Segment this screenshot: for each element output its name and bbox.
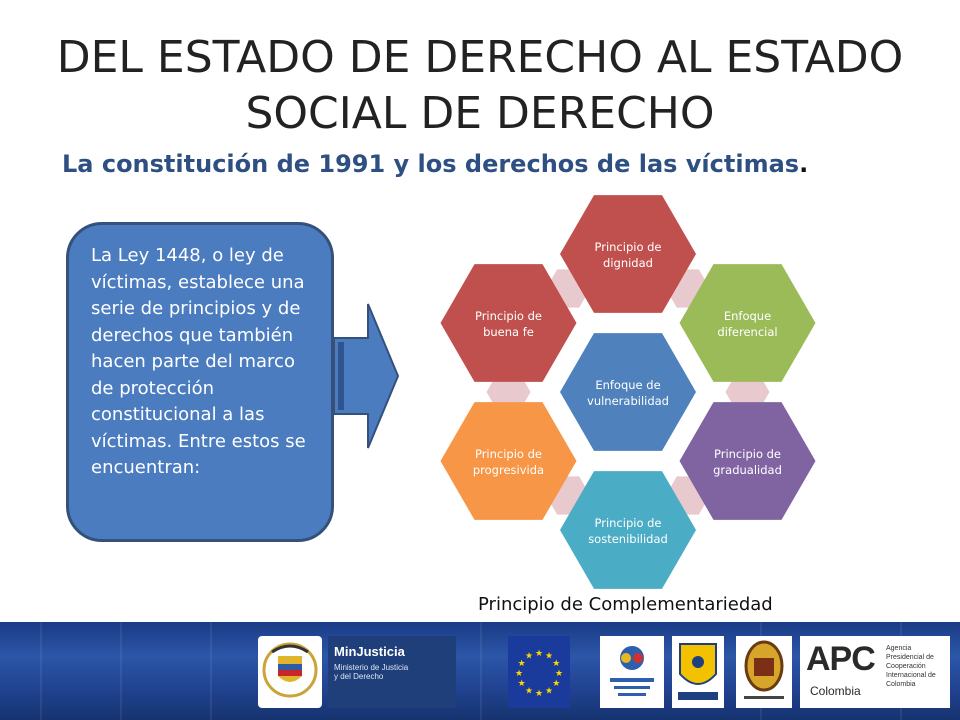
eu-star: ★ xyxy=(544,685,554,696)
eu-stars-icon xyxy=(508,636,570,708)
right-arrow-icon xyxy=(334,296,404,456)
university-seal-icon xyxy=(736,636,792,708)
minjusticia-sub2: y del Derecho xyxy=(334,672,384,681)
hex-3-label-2: sostenibilidad xyxy=(588,532,668,546)
hex-4-label-2: progresivida xyxy=(472,463,545,477)
hex-1-label-2: diferencial xyxy=(717,325,778,339)
hex-2-label-2: gradualidad xyxy=(713,463,782,477)
eu-star: ★ xyxy=(552,678,561,688)
apc-colombia: Colombia xyxy=(810,684,861,698)
title-line-2: SOCIAL DE DERECHO xyxy=(245,88,715,139)
hex-0-label-1: Principio de xyxy=(594,240,662,254)
eu-star: ★ xyxy=(517,658,526,668)
footer-logo-bar xyxy=(0,622,960,720)
eu-star: ★ xyxy=(552,658,561,668)
minjusticia-sub1: Ministerio de Justicia xyxy=(334,663,409,672)
hex-3-label-1: Principio de xyxy=(594,516,662,530)
hexagon-diagram xyxy=(430,190,830,590)
defensoria-icon xyxy=(600,636,664,708)
logo-defensoria-pueblo xyxy=(600,636,664,708)
eu-star: ★ xyxy=(544,650,554,661)
coat-of-arms-icon xyxy=(258,636,322,708)
logo-republica-colombia xyxy=(258,636,322,708)
hex-4-label-1: Principio de xyxy=(474,447,543,461)
subtitle-text: La constitución de 1991 y los derechos de las víctimas xyxy=(62,150,800,178)
eu-star: ★ xyxy=(517,678,526,688)
eu-star: ★ xyxy=(524,650,534,661)
apc-name: APC xyxy=(806,640,875,678)
fiscalia-shield-icon xyxy=(672,636,724,708)
hex-5-label-2: buena fe xyxy=(483,325,534,339)
hex-center-shape xyxy=(560,333,696,451)
hex-2-label-1: Principio de xyxy=(713,447,782,461)
eu-star: ★ xyxy=(524,685,534,696)
eu-star: ★ xyxy=(534,688,544,698)
callout-box xyxy=(66,222,334,542)
hex-0-label-2: dignidad xyxy=(603,256,653,270)
eu-star: ★ xyxy=(514,668,524,678)
slide-title xyxy=(20,30,940,142)
title-line-1: DEL ESTADO DE DERECHO AL ESTADO xyxy=(56,32,904,83)
eu-star: ★ xyxy=(534,648,544,658)
hex-1-label-1: Enfoque xyxy=(723,309,772,323)
minjusticia-name: MinJusticia xyxy=(334,644,405,659)
diagram-caption: Principio de Complementariedad xyxy=(478,594,773,615)
logo-european-union xyxy=(508,636,570,708)
logo-minjusticia xyxy=(328,636,456,708)
callout-text: La Ley 1448, o ley de víctimas, establece una serie de principios y de derechos que también hacen parte del marco de protección constitucional a las víctimas. Entre estos se encuentran: xyxy=(91,245,306,478)
logo-fiscalia xyxy=(672,636,724,708)
logo-apc-colombia xyxy=(800,636,950,708)
eu-star: ★ xyxy=(554,668,564,678)
logo-universidad-san-buenaventura xyxy=(736,636,792,708)
subtitle-period: . xyxy=(799,150,809,178)
slide-subtitle xyxy=(62,150,808,178)
hex-5-label-1: Principio de xyxy=(474,309,543,323)
hex-center xyxy=(560,333,696,451)
apc-agency: Agencia Presidencial de Cooperación Internacional de Colombia xyxy=(886,645,936,688)
hex-center-label-2: vulnerabilidad xyxy=(587,394,669,408)
hex-center-label-1: Enfoque de xyxy=(595,378,661,392)
